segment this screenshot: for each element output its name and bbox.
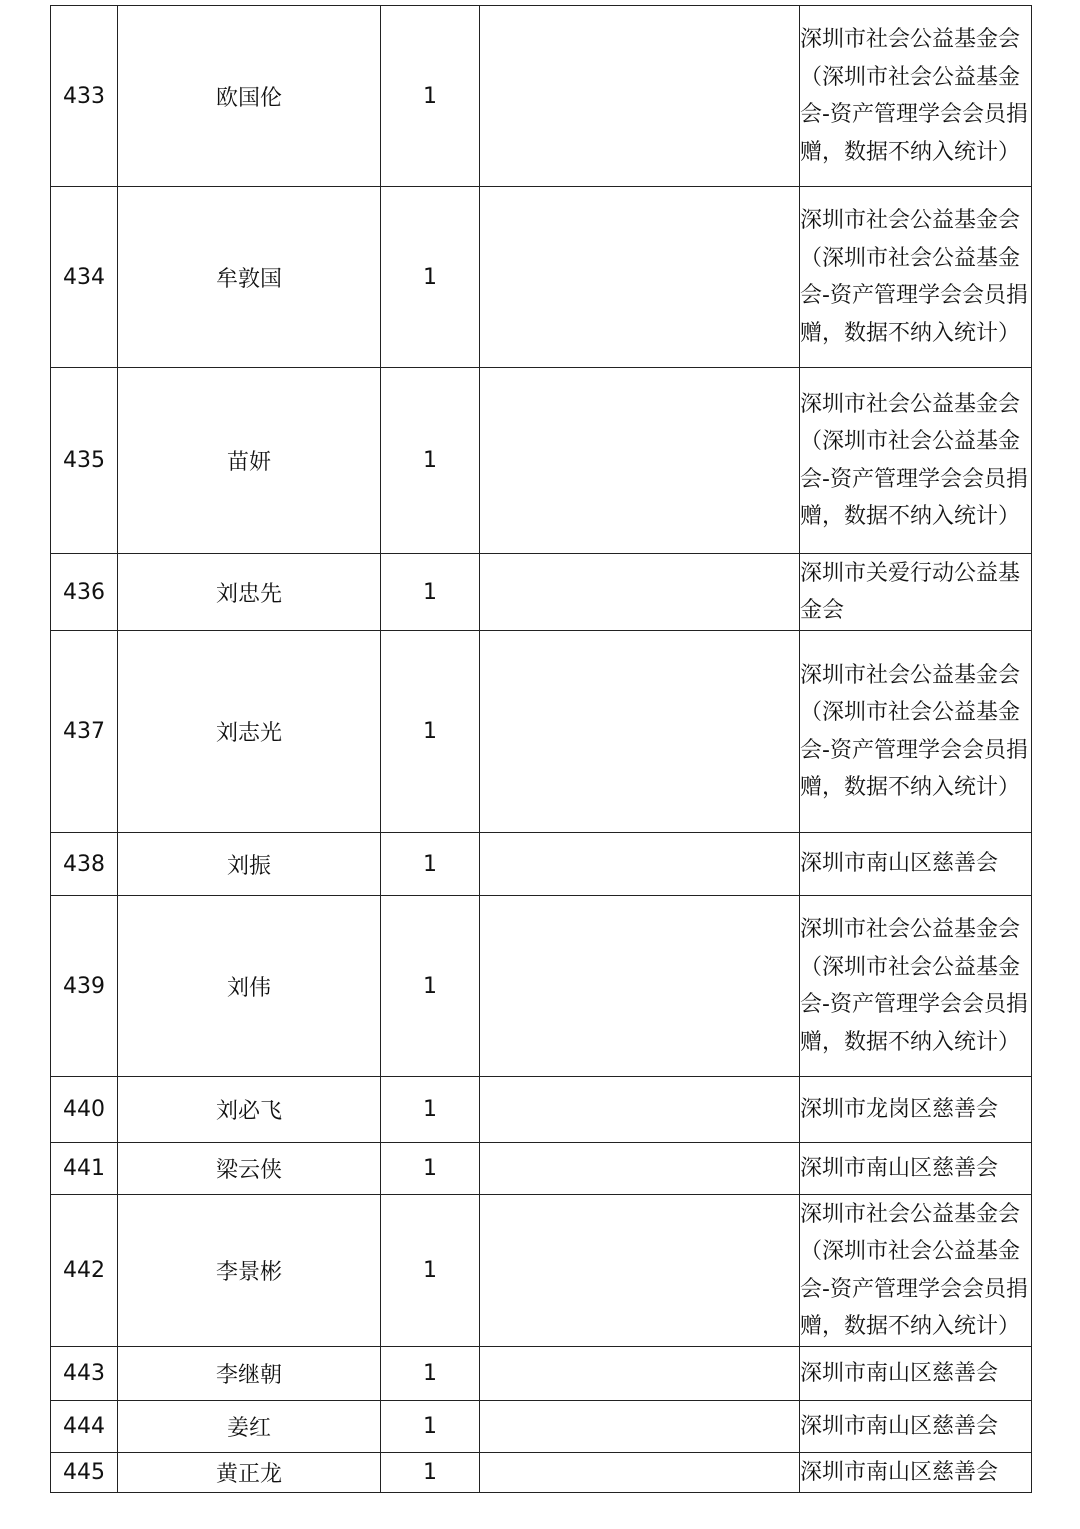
table-row	[51, 1453, 1032, 1493]
quantity: 1	[381, 631, 480, 833]
quantity: 1	[381, 1077, 480, 1143]
quantity: 1	[381, 896, 480, 1077]
organization: 深圳市社会公益基金会（深圳市社会公益基金会-资产管理学会会员捐赠，数据不纳入统计）	[800, 187, 1032, 368]
quantity: 1	[381, 1401, 480, 1453]
table-row	[51, 631, 1032, 833]
table-row	[51, 833, 1032, 896]
amount-cell	[480, 187, 800, 368]
row-number: 438	[51, 833, 118, 896]
donor-name: 李景彬	[118, 1195, 381, 1347]
amount-cell	[480, 1401, 800, 1453]
row-number: 439	[51, 896, 118, 1077]
amount-cell	[480, 1347, 800, 1401]
organization: 深圳市南山区慈善会	[800, 1347, 1032, 1401]
quantity: 1	[381, 1195, 480, 1347]
table-row	[51, 896, 1032, 1077]
quantity: 1	[381, 1347, 480, 1401]
table-row	[51, 368, 1032, 554]
table-row	[51, 187, 1032, 368]
donor-name: 刘志光	[118, 631, 381, 833]
donor-table	[50, 5, 1032, 1493]
donor-name: 欧国伦	[118, 6, 381, 187]
row-number: 434	[51, 187, 118, 368]
organization: 深圳市南山区慈善会	[800, 1401, 1032, 1453]
organization: 深圳市龙岗区慈善会	[800, 1077, 1032, 1143]
row-number: 435	[51, 368, 118, 554]
donor-name: 刘伟	[118, 896, 381, 1077]
quantity: 1	[381, 1453, 480, 1493]
quantity: 1	[381, 833, 480, 896]
organization: 深圳市社会公益基金会（深圳市社会公益基金会-资产管理学会会员捐赠，数据不纳入统计）	[800, 896, 1032, 1077]
row-number: 442	[51, 1195, 118, 1347]
table-row	[51, 1195, 1032, 1347]
quantity: 1	[381, 187, 480, 368]
organization: 深圳市南山区慈善会	[800, 1143, 1032, 1195]
row-number: 445	[51, 1453, 118, 1493]
donor-name: 李继朝	[118, 1347, 381, 1401]
amount-cell	[480, 896, 800, 1077]
organization: 深圳市社会公益基金会（深圳市社会公益基金会-资产管理学会会员捐赠，数据不纳入统计）	[800, 6, 1032, 187]
row-number: 444	[51, 1401, 118, 1453]
table-row	[51, 6, 1032, 187]
donor-name: 牟敦国	[118, 187, 381, 368]
quantity: 1	[381, 1143, 480, 1195]
quantity: 1	[381, 554, 480, 631]
donor-name: 苗妍	[118, 368, 381, 554]
organization: 深圳市南山区慈善会	[800, 833, 1032, 896]
row-number: 441	[51, 1143, 118, 1195]
table-row	[51, 1401, 1032, 1453]
amount-cell	[480, 1077, 800, 1143]
table-row	[51, 1347, 1032, 1401]
organization: 深圳市社会公益基金会（深圳市社会公益基金会-资产管理学会会员捐赠，数据不纳入统计）	[800, 631, 1032, 833]
donor-name: 刘必飞	[118, 1077, 381, 1143]
quantity: 1	[381, 368, 480, 554]
organization: 深圳市关爱行动公益基金会	[800, 554, 1032, 631]
organization: 深圳市社会公益基金会（深圳市社会公益基金会-资产管理学会会员捐赠，数据不纳入统计）	[800, 368, 1032, 554]
organization: 深圳市社会公益基金会（深圳市社会公益基金会-资产管理学会会员捐赠，数据不纳入统计）	[800, 1195, 1032, 1347]
quantity: 1	[381, 6, 480, 187]
table-row	[51, 1077, 1032, 1143]
table-row	[51, 554, 1032, 631]
table-row	[51, 1143, 1032, 1195]
row-number: 436	[51, 554, 118, 631]
organization: 深圳市南山区慈善会	[800, 1453, 1032, 1493]
donor-name: 刘振	[118, 833, 381, 896]
amount-cell	[480, 1195, 800, 1347]
row-number: 443	[51, 1347, 118, 1401]
amount-cell	[480, 6, 800, 187]
row-number: 433	[51, 6, 118, 187]
donor-name: 姜红	[118, 1401, 381, 1453]
amount-cell	[480, 1143, 800, 1195]
donor-name: 梁云侠	[118, 1143, 381, 1195]
amount-cell	[480, 833, 800, 896]
donor-name: 黄正龙	[118, 1453, 381, 1493]
amount-cell	[480, 554, 800, 631]
amount-cell	[480, 1453, 800, 1493]
row-number: 440	[51, 1077, 118, 1143]
amount-cell	[480, 368, 800, 554]
donor-name: 刘忠先	[118, 554, 381, 631]
amount-cell	[480, 631, 800, 833]
row-number: 437	[51, 631, 118, 833]
